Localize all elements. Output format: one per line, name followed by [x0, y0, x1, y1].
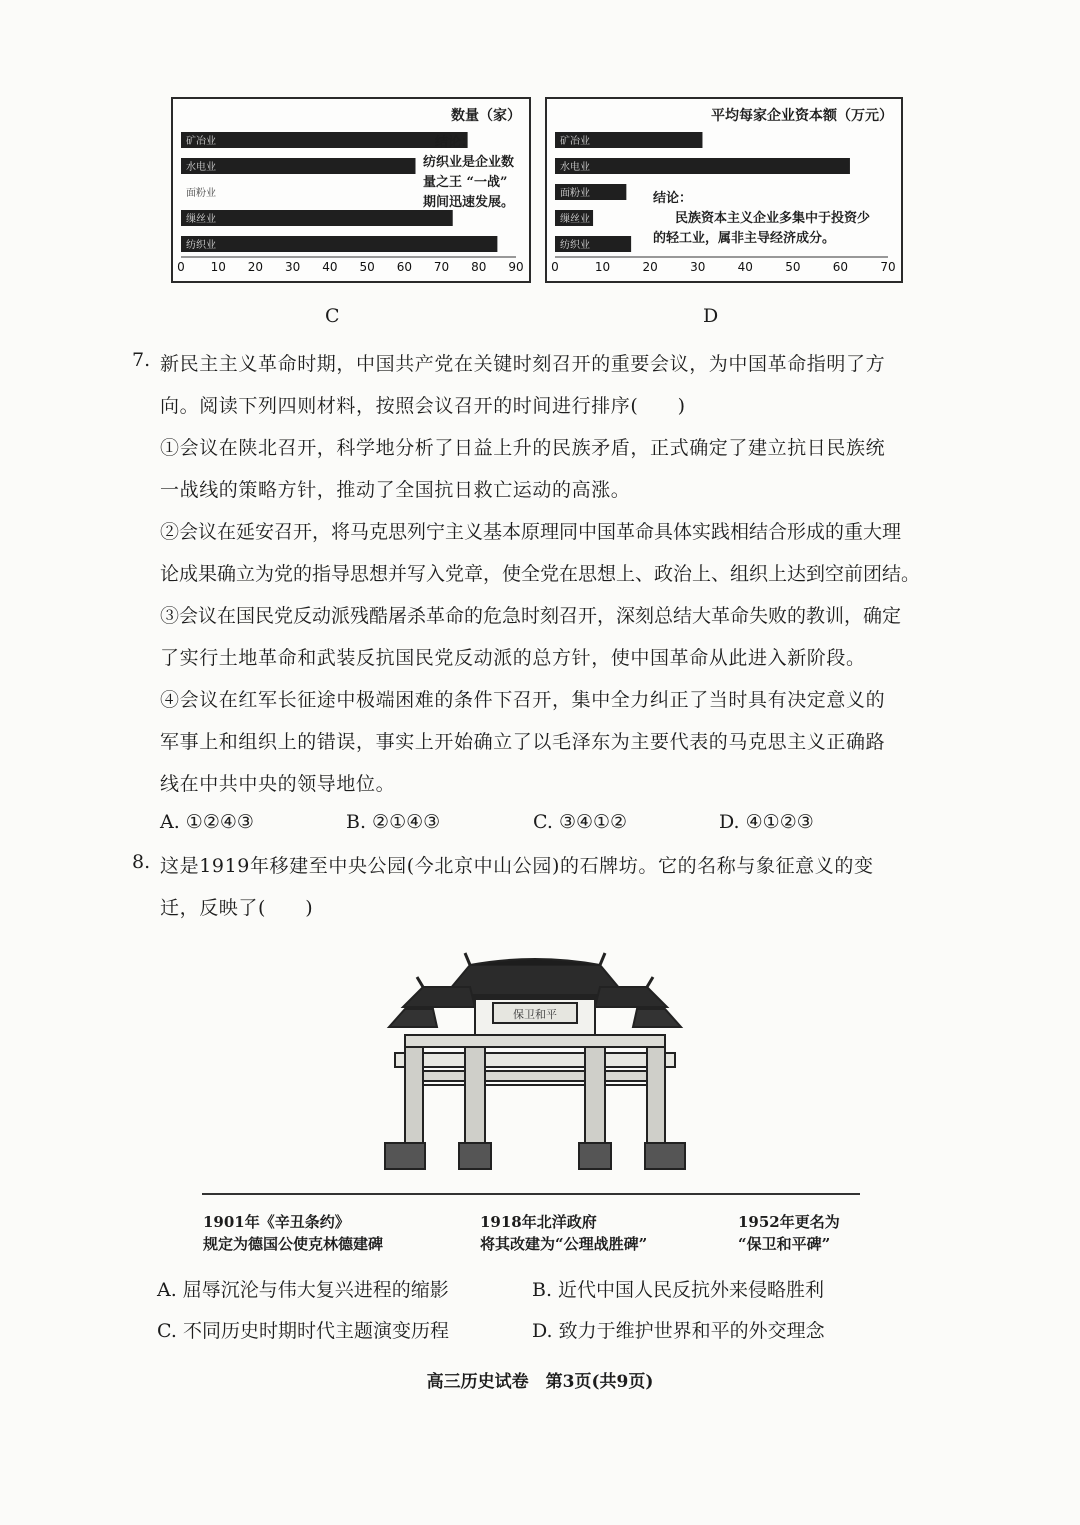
category-label: 面粉业	[560, 188, 590, 199]
x-tick-label: 70	[433, 260, 450, 274]
q8-option-c[interactable]: C. 不同历史时期时代主题演变历程	[157, 1320, 449, 1342]
bar-3	[181, 210, 453, 226]
category-label: 缫丝业	[560, 214, 590, 225]
x-tick-label: 0	[551, 260, 559, 274]
timeline-divider	[202, 1193, 860, 1195]
x-tick-label: 80	[471, 260, 487, 274]
q7-option-a[interactable]: A. ①②④③	[160, 811, 254, 833]
archway-plaque-text: 保卫和平	[513, 1008, 557, 1021]
conclusion-line: 的轻工业，属非主导经济成分。	[653, 231, 836, 246]
conclusion-line: 期间迅速发展。	[423, 195, 515, 210]
q8-option-b[interactable]: B. 近代中国人民反抗外来侵略胜利	[532, 1279, 825, 1301]
category-label: 纺织业	[186, 240, 216, 251]
q7-stem-line: 向。阅读下列四则材料，按照会议召开的时间进行排序( )	[160, 395, 686, 417]
category-label: 缫丝业	[186, 214, 216, 225]
q7-option-b[interactable]: B. ②①④③	[346, 811, 441, 833]
x-tick-label: 60	[396, 260, 412, 274]
chart-d-label: D	[703, 305, 719, 327]
q7-material-line: 一战线的策略方针，推动了全国抗日救亡运动的高涨。	[160, 479, 631, 501]
x-tick-label: 30	[285, 260, 301, 274]
q7-number: 7.	[132, 349, 151, 371]
timeline-line: 将其改建为“公理战胜碑”	[480, 1235, 648, 1253]
bar-1	[555, 158, 850, 174]
category-label: 矿冶业	[560, 136, 590, 147]
x-tick-label: 30	[690, 260, 706, 274]
stone-archway-illustration	[375, 935, 695, 1175]
q7-material-line: 论成果确立为党的指导思想并写入党章，使全党在思想上、政治上、组织上达到空前团结。	[160, 563, 921, 585]
timeline-line: 1901年《辛丑条约》	[203, 1213, 350, 1231]
q7-material-line: 了实行土地革命和武装反抗国民党反动派的总方针，使中国革命从此进入新阶段。	[160, 647, 866, 669]
timeline-entry-1901	[203, 1211, 383, 1255]
x-tick-label: 70	[880, 260, 896, 274]
category-label: 水电业	[186, 162, 216, 173]
chart-c	[171, 97, 531, 283]
x-tick-label: 50	[785, 260, 801, 274]
chart-d	[545, 97, 903, 283]
q7-option-c[interactable]: C. ③④①②	[533, 811, 628, 833]
q7-material-line: ②会议在延安召开，将马克思列宁主义基本原理同中国革命具体实践相结合形成的重大理	[160, 521, 902, 543]
chart-d-conclusion	[653, 189, 870, 249]
chart-d-title: 平均每家企业资本额（万元）	[711, 108, 893, 124]
q7-material-line: ③会议在国民党反动派残酷屠杀革命的危急时刻召开，深刻总结大革命失败的教训，确定	[160, 605, 902, 627]
q7-material-line: 线在中共中央的领导地位。	[160, 773, 396, 795]
q8-stem-line: 这是1919年移建至中央公园(今北京中山公园)的石牌坊。它的名称与象征意义的变	[160, 855, 874, 877]
chart-c-conclusion	[423, 133, 514, 213]
conclusion-line: 量之王 “一战”	[423, 175, 508, 190]
x-tick-label: 0	[177, 260, 185, 274]
x-tick-label: 40	[737, 260, 753, 274]
q8-stem-line: 迁，反映了( )	[160, 897, 314, 919]
q8-option-a[interactable]: A. 屈辱沉沦与伟大复兴进程的缩影	[157, 1279, 449, 1301]
timeline-line: 1952年更名为	[738, 1213, 840, 1231]
timeline-entry-1918	[480, 1211, 647, 1255]
x-tick-label: 50	[359, 260, 375, 274]
x-tick-label: 40	[322, 260, 338, 274]
q7-material-line: ①会议在陕北召开，科学地分析了日益上升的民族矛盾，正式确定了建立抗日民族统	[160, 437, 886, 459]
x-tick-label: 20	[247, 260, 264, 274]
category-label: 矿冶业	[186, 136, 216, 147]
conclusion-title: 结论：	[435, 135, 475, 150]
category-label: 纺织业	[560, 240, 590, 251]
q8-number: 8.	[132, 851, 151, 873]
x-tick-label: 60	[832, 260, 849, 274]
bar-4	[181, 236, 497, 252]
q7-material-line: 军事上和组织上的错误，事实上开始确立了以毛泽东为主要代表的马克思主义正确路	[160, 731, 886, 753]
chart-c-title: 数量（家）	[451, 108, 521, 124]
conclusion-title: 结论：	[653, 191, 693, 206]
x-tick-label: 10	[210, 260, 226, 274]
page-footer: 高三历史试卷 第3页(共9页)	[426, 1372, 654, 1392]
q7-stem-line: 新民主主义革命时期，中国共产党在关键时刻召开的重要会议，为中国革命指明了方	[160, 353, 886, 375]
timeline-line: “保卫和平碑”	[738, 1235, 831, 1253]
q7-material-line: ④会议在红军长征途中极端困难的条件下召开，集中全力纠正了当时具有决定意义的	[160, 689, 886, 711]
x-tick-label: 20	[642, 260, 658, 274]
bar-1	[181, 158, 416, 174]
category-label: 水电业	[560, 162, 590, 173]
timeline-line: 1918年北洋政府	[480, 1213, 597, 1231]
q7-option-d[interactable]: D. ④①②③	[719, 811, 814, 833]
q8-option-d[interactable]: D. 致力于维护世界和平的外交理念	[532, 1320, 825, 1342]
chart-c-label: C	[325, 305, 340, 327]
conclusion-line: 民族资本主义企业多集中于投资少	[675, 211, 871, 226]
x-tick-label: 90	[508, 260, 524, 274]
category-label: 面粉业	[186, 188, 216, 199]
conclusion-line: 纺织业是企业数	[423, 155, 515, 170]
timeline-line: 规定为德国公使克林德建碑	[203, 1235, 384, 1253]
timeline-entry-1952	[738, 1211, 840, 1255]
x-tick-label: 10	[594, 260, 611, 274]
